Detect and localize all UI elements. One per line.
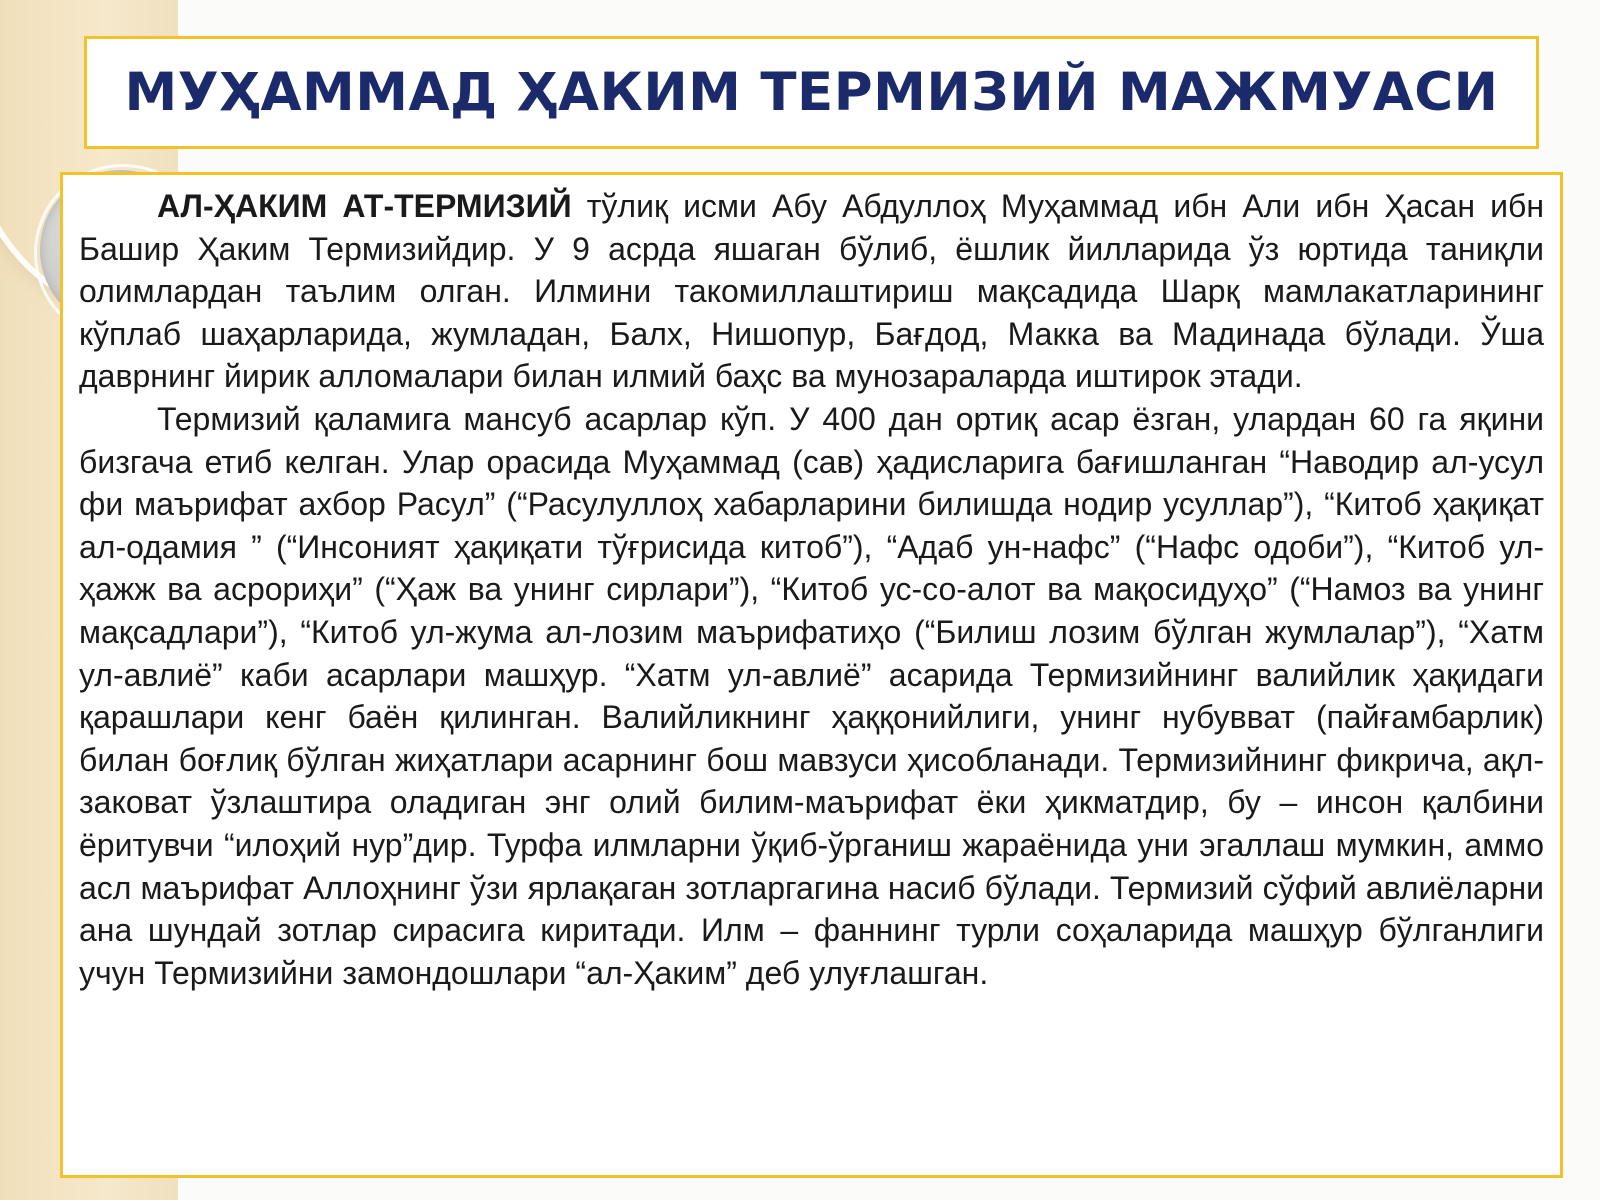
- paragraph-1-lead: АЛ-ҲАКИМ АТ-ТЕРМИЗИЙ: [157, 188, 572, 224]
- paragraph-1: [79, 185, 1544, 398]
- paragraph-1-text: тўлиқ исми Абу Абдуллоҳ Муҳаммад ибн Али ибн Ҳасан ибн Башир Ҳаким Термизийдир. У 9 асрда яшаган бўлиб, ёшлик йилларида ўз юртида таниқли олимлардан таълим олган. Илмини такомиллаштириш мақсадида Шарқ мамлакатларининг кўплаб шаҳарларида, жумладан, Балх, Нишопур, Бағдод, Макка ва Мадинада бўлади. Ўша даврнинг йирик алломалари билан илмий баҳс ва мунозараларда иштирок этади.: [79, 188, 1545, 395]
- content-box: [60, 172, 1563, 1178]
- slide-title: МУҲАММАД ҲАКИМ ТЕРМИЗИЙ МАЖМУАСИ: [124, 62, 1499, 123]
- paragraph-2: Термизий қаламига мансуб асарлар кўп. У 400 дан ортиқ асар ёзган, улардан 60 га яқини бизгача етиб келган. Улар орасида Муҳаммад (сав) ҳадисларига бағишланган “Наводир ал-усул фи маърифат ахбор Расул” (“Расулуллоҳ хабарларини билишда нодир усуллар”), “Китоб ҳақиқат ал-одамия ” (“Инсоният ҳақиқати тўғрисида китоб”), “Адаб ун-нафс” (“Нафс одоби”), “Китоб ул-ҳажж ва асрориҳи” (“Ҳаж ва унинг сирлари”), “Китоб ус-со-алот ва мақосидуҳо” (“Намоз ва унинг мақсадлари”), “Китоб ул-жума ал-лозим маърифатиҳо (“Билиш лозим бўлган жумлалар”), “Хатм ул-авлиё” каби асарлари машҳур. “Хатм ул-авлиё” асарида Термизийнинг валийлик ҳақидаги қарашлари кенг баён қилинган. Валийликнинг ҳаққонийлиги, унинг нубувват (пайғамбарлик) билан боғлиқ бўлган жиҳатлари асарнинг бош мавзуси ҳисобланади. Термизийнинг фикрича, ақл-заковат ўзлаштира оладиган энг олий билим-маърифат ёки ҳикматдир, бу – инсон қалбини ёритувчи “илоҳий нур”дир. Турфа илмларни ўқиб-ўрганиш жараёнида уни эгаллаш мумкин, аммо асл маърифат Аллоҳнинг ўзи ярлақаган зотларгагина насиб бўлади. Термизий сўфий авлиёларни ана шундай зотлар сирасига киритади. Илм – фаннинг турли соҳаларида машҳур бўлганлиги учун Термизийни замондошлари “ал-Ҳаким” деб улуғлашган.: [79, 400, 1544, 991]
- title-box: [84, 36, 1539, 149]
